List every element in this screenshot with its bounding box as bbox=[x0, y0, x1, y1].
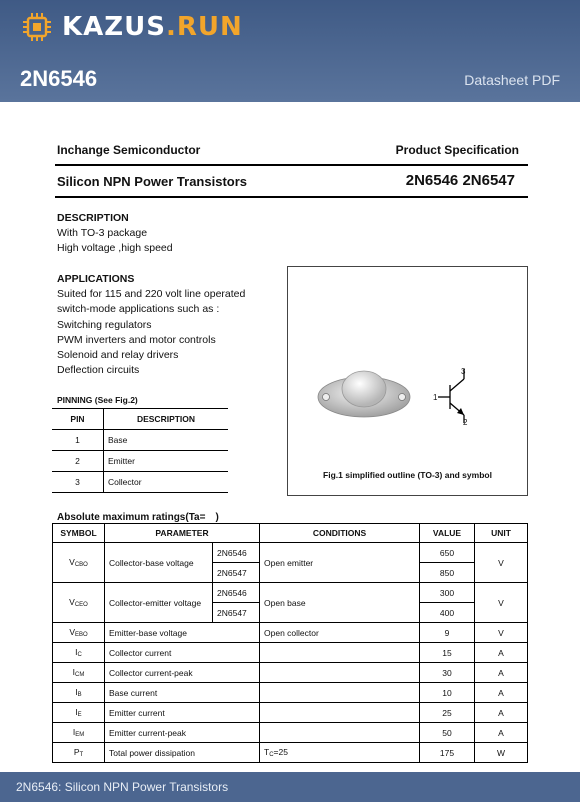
symbol-subscript: EM bbox=[75, 732, 85, 738]
symbol-pin-label-1: 1 bbox=[433, 393, 438, 402]
footer-title: 2N6546: Silicon NPN Power Transistors bbox=[16, 780, 229, 794]
symbol-subscript: E bbox=[77, 712, 82, 718]
unit-cell: A bbox=[475, 683, 528, 703]
symbol-cell bbox=[53, 703, 105, 723]
table-row bbox=[53, 623, 528, 643]
pinning-header-row bbox=[52, 409, 228, 430]
symbol-cell bbox=[53, 723, 105, 743]
table-row bbox=[53, 583, 528, 603]
table-row bbox=[53, 663, 528, 683]
symbol-subscript: B bbox=[77, 692, 82, 698]
conditions-cell bbox=[260, 703, 420, 723]
pinning-table bbox=[52, 408, 228, 493]
symbol-subscript: T bbox=[79, 752, 84, 758]
value-cell: 15 bbox=[420, 643, 475, 663]
symbol-col-header: SYMBOL bbox=[53, 524, 105, 543]
value-cell: 400 bbox=[420, 603, 475, 623]
condition-value: =25 bbox=[273, 747, 288, 757]
symbol-subscript: EBO bbox=[75, 632, 88, 638]
part-numbers: 2N6546 2N6547 bbox=[405, 172, 515, 189]
symbol-text: V bbox=[69, 557, 75, 567]
unit-cell: A bbox=[475, 663, 528, 683]
parameter-cell: Collector-emitter voltage bbox=[105, 583, 213, 623]
ratings-header-row bbox=[53, 524, 528, 543]
value-col-header: VALUE bbox=[420, 524, 475, 543]
applications-line: PWM inverters and motor controls bbox=[57, 333, 216, 346]
parameter-cell: Collector current-peak bbox=[105, 663, 260, 683]
header-rule bbox=[55, 164, 528, 166]
page-footer bbox=[0, 772, 580, 802]
parameter-cell: Collector-base voltage bbox=[105, 543, 213, 583]
symbol-text: V bbox=[69, 627, 75, 637]
symbol-text: V bbox=[69, 597, 75, 607]
value-cell: 25 bbox=[420, 703, 475, 723]
unit-cell: V bbox=[475, 583, 528, 623]
site-header bbox=[0, 0, 580, 102]
logo-wordmark bbox=[62, 12, 243, 42]
symbol-text: I bbox=[75, 647, 78, 657]
unit-cell: A bbox=[475, 643, 528, 663]
conditions-cell bbox=[260, 743, 420, 763]
company-name: Inchange Semiconductor bbox=[57, 143, 201, 157]
product-title: Silicon NPN Power Transistors bbox=[57, 174, 247, 189]
unit-cell: A bbox=[475, 703, 528, 723]
figure-caption: Fig.1 simplified outline (TO-3) and symbol bbox=[323, 470, 492, 480]
pin-description: Collector bbox=[104, 472, 229, 493]
pin-description: Emitter bbox=[104, 451, 229, 472]
condition-subscript: C bbox=[269, 752, 274, 758]
part-cell: 2N6546 bbox=[213, 583, 260, 603]
symbol-cell bbox=[53, 623, 105, 643]
unit-col-header: UNIT bbox=[475, 524, 528, 543]
part-cell: 2N6547 bbox=[213, 563, 260, 583]
applications-heading: APPLICATIONS bbox=[57, 273, 135, 285]
description-list bbox=[57, 226, 173, 257]
value-cell: 30 bbox=[420, 663, 475, 683]
value-cell: 175 bbox=[420, 743, 475, 763]
value-cell: 50 bbox=[420, 723, 475, 743]
applications-line: Suited for 115 and 220 volt line operated bbox=[57, 288, 246, 300]
symbol-cell bbox=[53, 643, 105, 663]
description-line: With TO-3 package bbox=[57, 227, 148, 239]
table-row bbox=[53, 543, 528, 563]
site-logo[interactable] bbox=[22, 12, 243, 42]
table-row bbox=[53, 643, 528, 663]
to3-package-image bbox=[316, 367, 412, 421]
parameter-cell: Collector current bbox=[105, 643, 260, 663]
unit-cell: V bbox=[475, 543, 528, 583]
symbol-pin-label-3: 3 bbox=[461, 367, 466, 376]
conditions-cell bbox=[260, 683, 420, 703]
figure-box bbox=[287, 266, 528, 496]
pinning-heading: PINNING (See Fig.2) bbox=[57, 395, 138, 405]
symbol-subscript: CBO bbox=[74, 562, 88, 568]
symbol-subscript: CEO bbox=[74, 602, 88, 608]
symbol-subscript: C bbox=[77, 652, 82, 658]
symbol-cell bbox=[53, 743, 105, 763]
parameter-cell: Emitter-base voltage bbox=[105, 623, 260, 643]
title-rule bbox=[55, 196, 528, 198]
conditions-cell bbox=[260, 663, 420, 683]
condition-symbol: T bbox=[264, 747, 270, 757]
symbol-cell bbox=[53, 683, 105, 703]
applications-list bbox=[57, 287, 245, 379]
pin-number: 1 bbox=[52, 430, 104, 451]
part-cell: 2N6547 bbox=[213, 603, 260, 623]
conditions-cell: Open emitter bbox=[260, 543, 420, 583]
page-title: 2N6546 bbox=[20, 66, 98, 91]
chip-icon bbox=[22, 12, 52, 42]
table-row bbox=[52, 451, 228, 472]
datasheet-pdf-link[interactable]: Datasheet PDF bbox=[464, 72, 560, 88]
symbol-text: I bbox=[72, 727, 76, 737]
value-cell: 300 bbox=[420, 583, 475, 603]
table-row bbox=[53, 723, 528, 743]
symbol-subscript: CM bbox=[75, 672, 85, 678]
unit-cell: W bbox=[475, 743, 528, 763]
table-row bbox=[52, 472, 228, 493]
datasheet-page bbox=[0, 102, 580, 772]
applications-line: Solenoid and relay drivers bbox=[57, 349, 179, 362]
applications-line: switch-mode applications such as : bbox=[57, 303, 220, 316]
symbol-text: I bbox=[75, 707, 78, 717]
parameter-cell: Emitter current bbox=[105, 703, 260, 723]
description-heading: DESCRIPTION bbox=[57, 212, 129, 224]
table-row bbox=[53, 743, 528, 763]
symbol-text: I bbox=[75, 687, 78, 697]
description-line: High voltage ,high speed bbox=[57, 242, 173, 255]
desc-col-header: DESCRIPTION bbox=[104, 409, 229, 430]
parameter-col-header: PARAMETER bbox=[105, 524, 260, 543]
applications-line: Deflection circuits bbox=[57, 364, 140, 377]
pin-description: Base bbox=[104, 430, 229, 451]
pin-col-header: PIN bbox=[52, 409, 104, 430]
conditions-cell bbox=[260, 723, 420, 743]
logo-kazus: KAZUS bbox=[62, 12, 166, 42]
conditions-col-header: CONDITIONS bbox=[260, 524, 420, 543]
parameter-cell: Total power dissipation bbox=[105, 743, 260, 763]
applications-line: Switching regulators bbox=[57, 318, 152, 331]
conditions-cell: Open collector bbox=[260, 623, 420, 643]
conditions-cell: Open base bbox=[260, 583, 420, 623]
table-row bbox=[53, 703, 528, 723]
symbol-text: P bbox=[73, 747, 80, 757]
value-cell: 650 bbox=[420, 543, 475, 563]
symbol-cell bbox=[53, 663, 105, 683]
ratings-table bbox=[52, 523, 528, 763]
logo-run: .RUN bbox=[165, 12, 243, 42]
pin-number: 3 bbox=[52, 472, 104, 493]
spec-label: Product Specification bbox=[395, 143, 519, 157]
table-row bbox=[53, 683, 528, 703]
table-row bbox=[52, 430, 228, 451]
part-cell: 2N6546 bbox=[213, 543, 260, 563]
value-cell: 9 bbox=[420, 623, 475, 643]
conditions-cell bbox=[260, 643, 420, 663]
symbol-cell bbox=[53, 543, 105, 583]
value-cell: 850 bbox=[420, 563, 475, 583]
ratings-heading: Absolute maximum ratings(Ta= ) bbox=[57, 512, 219, 523]
parameter-cell: Base current bbox=[105, 683, 260, 703]
pin-number: 2 bbox=[52, 451, 104, 472]
unit-cell: V bbox=[475, 623, 528, 643]
symbol-pin-label-2: 2 bbox=[463, 418, 468, 427]
unit-cell: A bbox=[475, 723, 528, 743]
symbol-cell bbox=[53, 583, 105, 623]
value-cell: 10 bbox=[420, 683, 475, 703]
parameter-cell: Emitter current-peak bbox=[105, 723, 260, 743]
symbol-text: I bbox=[72, 667, 76, 677]
